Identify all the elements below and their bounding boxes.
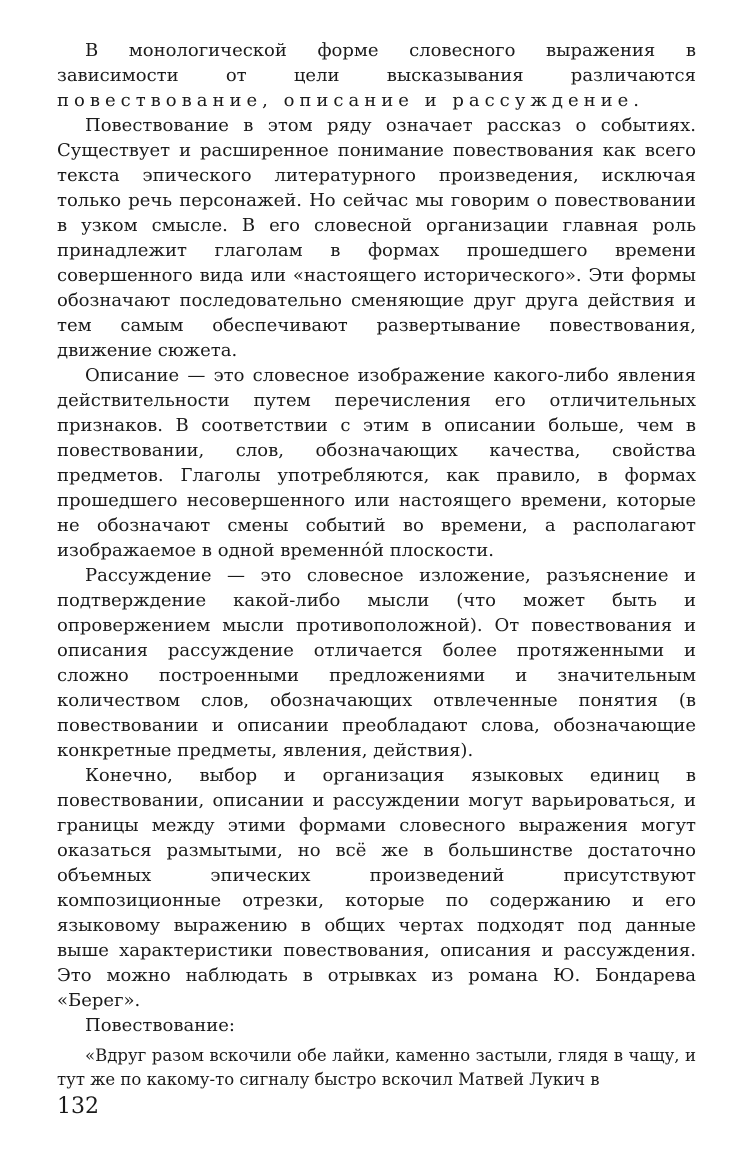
spaced-terms: повествование, описание и рассуждение <box>57 90 634 111</box>
paragraph-reasoning: Рассуждение — это словесное изложение, разъяснение и подтверждение какой-либо мысли (что может быть и опровержением мысли противоположной). От повествования и описания рассуждение отличается более протяженными и сложно построенными предложениями и значительным количеством слов, обозначающих отвлеченные понятия (в повествовании и описании преобладают слова, обозначающие конкретные предметы, явления, действия). <box>57 565 696 761</box>
paragraph-conclusion: Конечно, выбор и организация языковых единиц в повествовании, описании и рассуждении могут варьироваться, и границы между этими формами словесного выражения могут оказаться размытыми, но всё же в большинстве достаточно объемных эпических произведений присутствуют композиционные отрезки, которые по содержанию и его языковому выражению в общих чертах подходят под данные выше характеристики повествования, описания и рассуждения. Это можно наблюдать в отрывках из романа Ю. Бондарева «Берег». <box>57 765 696 1011</box>
paragraph-description: Описание — это словесное изображение какого-либо явления действительности путем перечисления его отличительных признаков. В соответствии с этим в описании больше, чем в повествовании, слов, обозначающих качества, свойства предметов. Глаголы употребляются, как правило, в формах прошедшего несовершенного или настоящего времени, которые не обозначают смены событий во времени, а располагают изображаемое в одной временнóй плоскости. <box>57 365 696 561</box>
paragraph-forms <box>57 38 696 113</box>
page-number: 132 <box>57 1094 99 1119</box>
novel-quote: «Вдруг разом вскочили обе лайки, каменно застыли, глядя в чащу, и тут же по какому-то сигналу быстро вскочил Матвей Лукич в <box>57 1046 696 1089</box>
paragraph-forms-end: . <box>633 90 639 111</box>
paragraph-narration: Повествование в этом ряду означает рассказ о событиях. Существует и расширенное понимание повествования как всего текста эпического литературного произведения, исключая только речь персонажей. Но сейчас мы говорим о повествовании в узком смысле. В его словесной организации главная роль принадлежит глаголам в формах прошедшего времени совершенного вида или «настоящего исторического». Эти формы обозначают последовательно сменяющие друг друга действия и тем самым обеспечивают развертывание повествования, движение сюжета. <box>57 115 696 361</box>
paragraph-forms-intro: В монологической форме словесного выражения в зависимости от цели высказывания различаются <box>57 40 696 86</box>
page-body <box>57 38 696 1092</box>
narration-heading: Повествование: <box>85 1015 235 1036</box>
